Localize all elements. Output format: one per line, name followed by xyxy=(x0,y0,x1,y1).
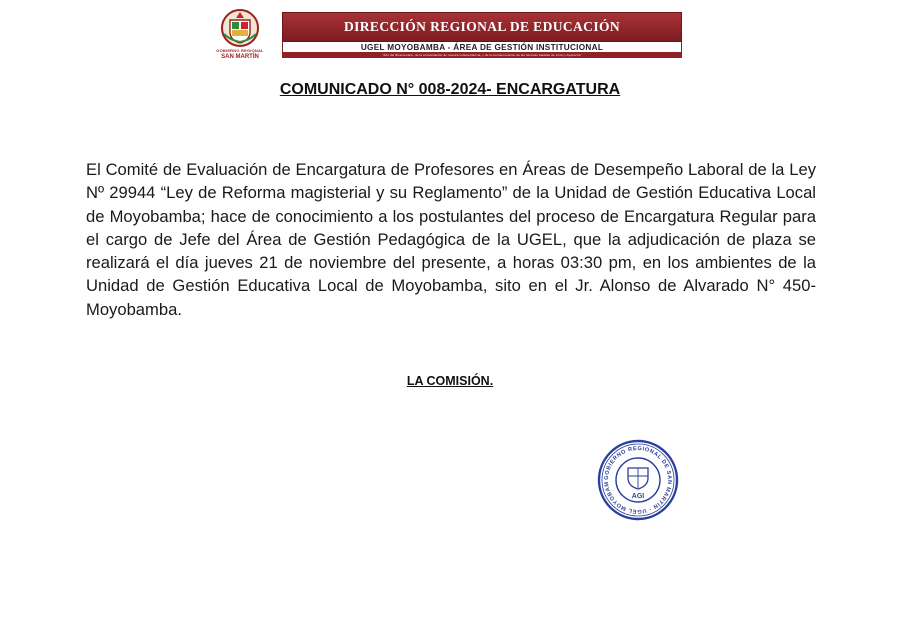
signature-line: LA COMISIÓN. xyxy=(406,374,494,388)
logo-caption-line2: SAN MARTÍN xyxy=(221,54,259,60)
header-banner xyxy=(282,12,682,42)
banner-tagline: "Año del Bicentenario, de la consolidación de nuestra Independencia, y de la conmemoración de las heroicas batallas de Junín y Ayacucho" xyxy=(382,53,582,57)
banner-title: DIRECCIÓN REGIONAL DE EDUCACIÓN xyxy=(343,19,621,34)
regional-government-logo xyxy=(214,8,266,62)
document-body: El Comité de Evaluación de Encargatura de Profesores en Áreas de Desempeño Laboral de la Ley Nº 29944 “Ley de Reforma magisterial y su Reglamento” de la Unidad de Gestión Educativa Local de Moyobamba; hace de conocimiento a los postulantes del proceso de Encargatura Regular para el cargo de Jefe del Área de Gestión Pedagógica de la UGEL, que la adjudicación de plaza se realizará el día jueves 21 de noviembre del presente, a horas 03:30 pm, en los ambientes de la Unidad de Gestión Educativa Local de Moyobamba, sito en el Jr. Alonso de Alvarado N° 450-Moyobamba. xyxy=(86,160,816,319)
seal-stamp-icon xyxy=(596,438,680,522)
document-title: COMUNICADO N° 008-2024- ENCARGATURA xyxy=(279,81,621,98)
header-subband xyxy=(282,42,682,52)
coat-of-arms-icon xyxy=(220,8,260,48)
seal-ring-text: GOBIERNO REGIONAL DE SAN MARTÍN · UGEL MOYOBAM xyxy=(603,445,673,515)
banner-subtitle: UGEL MOYOBAMBA - ÁREA DE GESTIÓN INSTITUCIONAL xyxy=(360,42,604,52)
seal-center-text: AGI xyxy=(631,493,645,500)
official-seal xyxy=(596,438,680,522)
header-tagline-band xyxy=(282,52,682,58)
logo-caption-line1: GOBIERNO REGIONAL xyxy=(216,48,264,53)
letterhead xyxy=(0,0,900,70)
